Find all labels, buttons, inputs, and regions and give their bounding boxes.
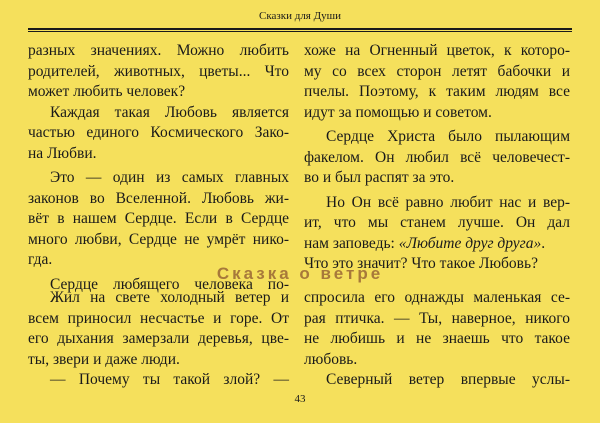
text-line: его дыхания замерзали деревья, цве- [28, 330, 289, 347]
text-line: Что это значит? Что такое Любовь? [304, 255, 538, 272]
text-line: много любви, Сердце не умрёт нико- [28, 230, 289, 248]
text-line: идут за помощью и советом. [304, 103, 492, 121]
header-rule-thin [28, 31, 572, 32]
page-number: 43 [294, 393, 306, 405]
text-line: Сердце Христа было пылающим [326, 128, 570, 145]
header-rule-thick [28, 28, 572, 30]
text-line: законов во Вселенной. Любовь жи- [28, 189, 289, 207]
text-line: любовь. [304, 350, 358, 368]
text-line: ит, что мы станем лучше. Он дал [304, 214, 570, 231]
text-line [304, 234, 570, 255]
left-column-bottom [28, 288, 289, 391]
running-header: Сказки для Души [259, 10, 341, 22]
right-column-top [304, 41, 570, 275]
story-title: Сказка о ветре [216, 264, 384, 283]
text-line: Но Он всё равно любит нас и вер- [326, 193, 570, 211]
text-line: Это — один из самых главных [50, 169, 289, 186]
text-line: на Любви. [28, 144, 97, 162]
text-line: разных значениях. Можно любить [28, 42, 289, 59]
text-line: во и был распят за это. [304, 169, 455, 186]
text-line: — Почему ты такой злой? — [50, 371, 289, 388]
text-line: хоже на Огненный цветок, к которо- [304, 42, 570, 59]
text-line: частью единого Космического Зако- [28, 124, 289, 141]
text-line: вёт в нашем Сердце. Если в Сердце [28, 210, 289, 227]
text-line: спросила его однажды маленькая се- [304, 289, 570, 306]
text-fragment: . [541, 234, 546, 252]
left-column-top [28, 41, 289, 295]
text-line: может любить человек? [28, 83, 186, 100]
text-line: Каждая такая Любовь является [50, 103, 289, 121]
text-line: ты, звери и даже люди. [28, 350, 180, 368]
right-column-bottom [304, 288, 570, 391]
text-line: не любишь и не знаешь что такое [304, 330, 570, 347]
text-line: всем приносил несчастье и горе. От [28, 309, 289, 327]
text-line: факелом. Он любил всё человечест- [304, 148, 570, 166]
text-line: Сердце любящего человека по- [50, 275, 289, 293]
text-line: рая птичка. — Ты, наверное, никого [304, 309, 570, 327]
text-line: родителей, животных, цветы... Что [28, 62, 289, 80]
commandment-quote: «Любите друг друга» [398, 234, 542, 252]
text-line: пчелы. Поэтому, к таким людям все [304, 83, 570, 100]
text-fragment: нам заповедь: [304, 234, 399, 252]
text-line: гда. [28, 251, 53, 268]
text-line: Северный ветер впервые услы- [326, 371, 570, 388]
text-line: Жил на свете холодный ветер и [50, 289, 289, 306]
text-line: му со всех сторон летят бабочки и [304, 62, 570, 80]
